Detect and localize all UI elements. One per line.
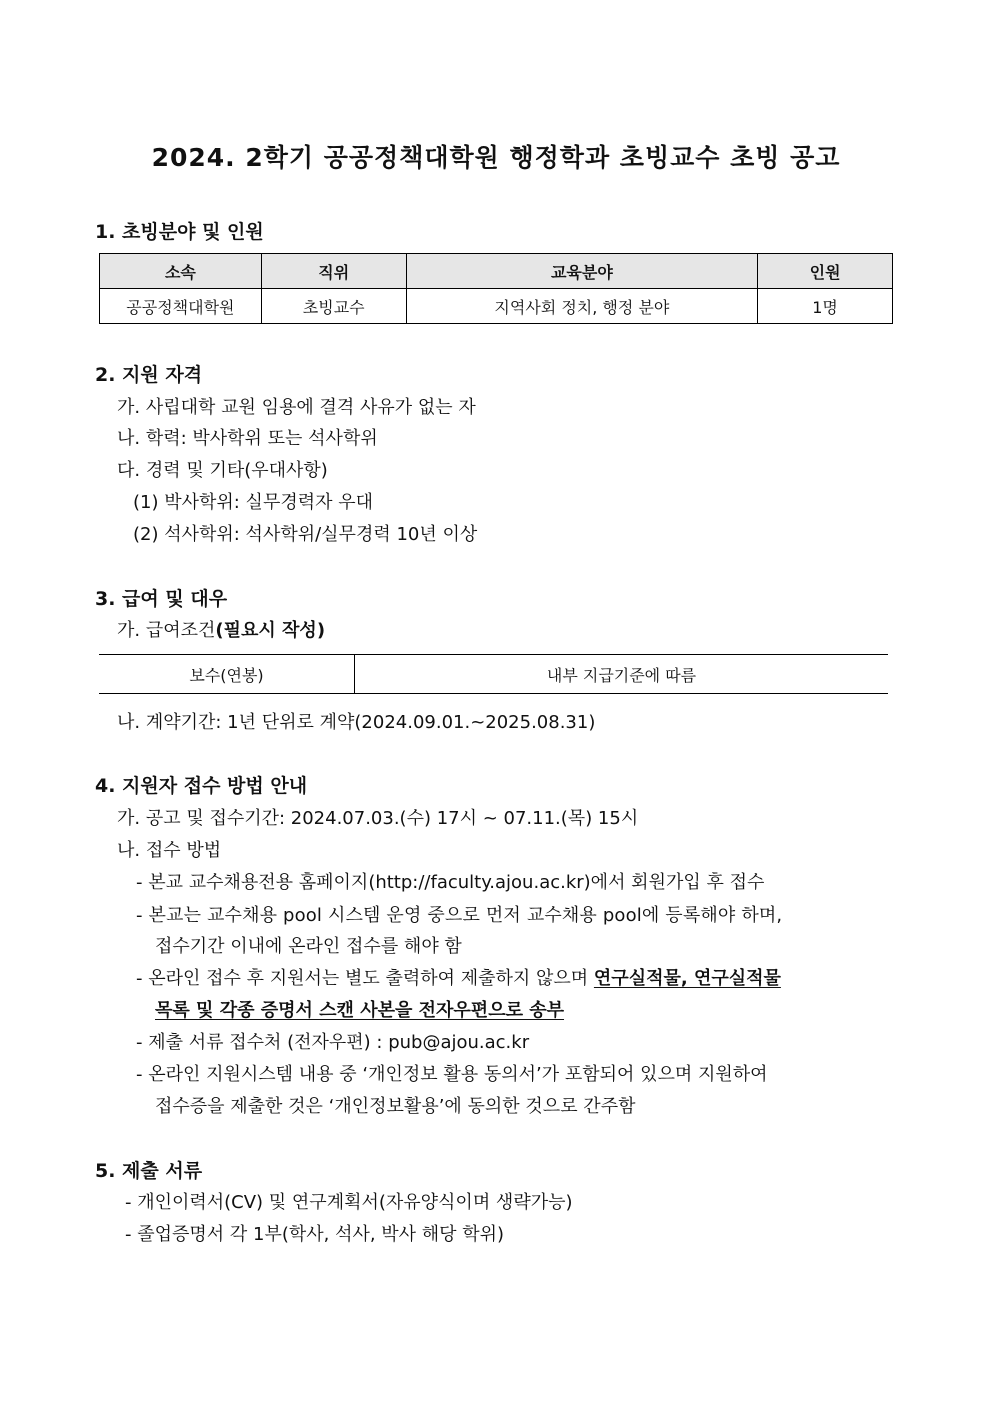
method-bullet-2-line-1: - 본교는 교수채용 pool 시스템 운영 중으로 먼저 교수채용 pool에 등록해야 하며, <box>136 905 783 926</box>
header-affiliation: 소속 <box>100 254 262 289</box>
table-row <box>100 289 893 324</box>
table-header-row <box>100 254 893 289</box>
section-1-heading: 1. 초빙분야 및 인원 <box>95 221 264 243</box>
qualification-d1: (1) 박사학위: 실무경력자 우대 <box>133 492 373 513</box>
qualification-na: 나. 학력: 박사학위 또는 석사학위 <box>117 428 378 449</box>
cell-affiliation: 공공정책대학원 <box>100 289 262 324</box>
salary-table <box>99 654 888 694</box>
application-method-label: 나. 접수 방법 <box>117 840 222 861</box>
cell-field: 지역사회 정치, 행정 분야 <box>406 289 758 324</box>
header-field: 교육분야 <box>406 254 758 289</box>
method-bullet-4: - 제출 서류 접수처 (전자우편) : pub@ajou.ac.kr <box>136 1032 530 1053</box>
salary-condition-note: (필요시 작성) <box>215 620 326 641</box>
section-2-heading: 2. 지원 자격 <box>95 364 203 386</box>
method-bullet-5-line-1: - 온라인 지원시스템 내용 중 ‘개인정보 활용 동의서’가 포함되어 있으며 지원하여 <box>136 1064 768 1085</box>
contract-period: 나. 계약기간: 1년 단위로 계약(2024.09.01.~2025.08.31) <box>117 712 596 733</box>
salary-condition <box>117 616 325 642</box>
method-bullet-3-text: - 온라인 접수 후 지원서는 별도 출력하여 제출하지 않으며 <box>136 968 594 989</box>
method-bullet-3-emphasis: 연구실적물, 연구실적물 <box>593 968 781 989</box>
section-4-heading: 4. 지원자 접수 방법 안내 <box>95 775 308 797</box>
header-position: 직위 <box>261 254 406 289</box>
method-bullet-3-line-2 <box>155 996 564 1022</box>
method-bullet-5-line-2: 접수증을 제출한 것은 ‘개인정보활용’에 동의한 것으로 간주함 <box>155 1096 636 1117</box>
method-bullet-3-emphasis-cont: 목록 및 각종 증명서 스캔 사본을 전자우편으로 송부 <box>155 1000 565 1021</box>
method-bullet-3-line-1 <box>136 964 781 990</box>
section-5-heading: 5. 제출 서류 <box>95 1160 203 1182</box>
salary-value: 내부 지급기준에 따름 <box>546 665 697 685</box>
salary-label: 보수(연봉) <box>99 655 355 693</box>
qualification-da: 다. 경력 및 기타(우대사항) <box>117 460 328 481</box>
document-item-1: - 개인이력서(CV) 및 연구계획서(자유양식이며 생략가능) <box>125 1192 573 1213</box>
page-title: 2024. 2학기 공공정책대학원 행정학과 초빙교수 초빙 공고 <box>151 143 841 172</box>
application-period: 가. 공고 및 접수기간: 2024.07.03.(수) 17시 ~ 07.11.(목) 15시 <box>117 808 639 829</box>
method-bullet-1: - 본교 교수채용전용 홈페이지(http://faculty.ajou.ac.kr)에서 회원가입 후 접수 <box>136 872 765 893</box>
header-count: 인원 <box>758 254 893 289</box>
qualification-d2: (2) 석사학위: 석사학위/실무경력 10년 이상 <box>133 524 478 545</box>
cell-position: 초빙교수 <box>261 289 406 324</box>
cell-count: 1명 <box>758 289 893 324</box>
salary-condition-label: 가. 급여조건 <box>117 620 216 641</box>
document-item-2: - 졸업증명서 각 1부(학사, 석사, 박사 해당 학위) <box>125 1224 505 1245</box>
method-bullet-2-line-2: 접수기간 이내에 온라인 접수를 해야 함 <box>155 936 462 957</box>
section-3-heading: 3. 급여 및 대우 <box>95 588 228 610</box>
recruitment-table <box>99 253 893 324</box>
qualification-ga: 가. 사립대학 교원 임용에 결격 사유가 없는 자 <box>117 397 476 418</box>
